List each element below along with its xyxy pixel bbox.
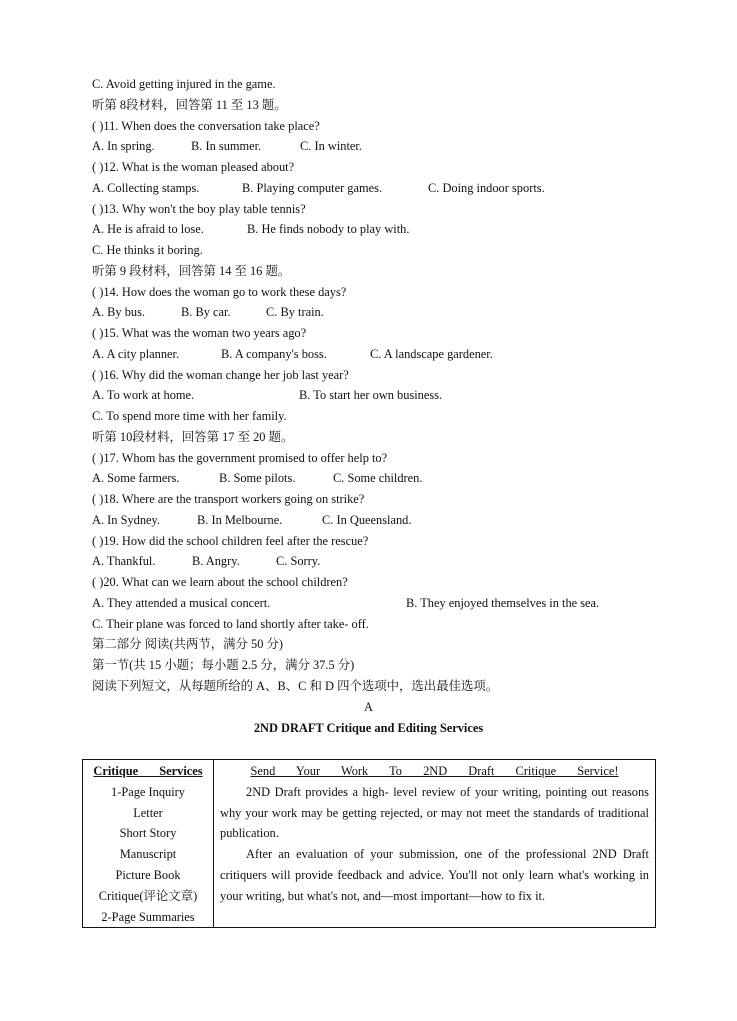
service-item: Manuscript xyxy=(119,847,177,862)
section-letter: A xyxy=(364,700,373,714)
answer-option: B. Some pilots. xyxy=(219,471,296,486)
answer-option: A. Some farmers. xyxy=(92,471,180,486)
text-line: ( )17. Whom has the government promised to offer help to? xyxy=(92,450,388,465)
text-line: ( )19. How did the school children feel after the rescue? xyxy=(92,533,369,548)
text-line: C. Their plane was forced to land shortly after take- off. xyxy=(92,616,369,631)
answer-option: A. By bus. xyxy=(92,305,146,320)
answer-option: B. He finds nobody to play with. xyxy=(247,222,410,237)
answer-option: A. To work at home. xyxy=(92,388,195,403)
answer-option: B. A company's boss. xyxy=(221,346,327,361)
text-line: ( )20. What can we learn about the school children? xyxy=(92,575,348,589)
answer-option: A. In Sydney. xyxy=(92,512,161,527)
text-line: 听第 9 段材料，回答第 14 至 16 题。 xyxy=(92,263,291,278)
text-line: C. He thinks it boring. xyxy=(92,243,203,257)
answer-option: B. In summer. xyxy=(191,139,262,154)
text-line: C. To spend more time with her family. xyxy=(92,409,287,423)
description-paragraph: After an evaluation of your submission, one of the professional 2ND Draft critiquers will provide feedback and advice. You'll not only learn what's working in your writing, but what's not, and—most important—how to fix it. xyxy=(220,847,649,903)
service-item: 2-Page Summaries xyxy=(101,909,195,924)
service-item: Critique(评论文章) xyxy=(98,888,198,903)
answer-option: B. By car. xyxy=(181,305,231,320)
passage-title: 2ND DRAFT Critique and Editing Services xyxy=(253,721,484,735)
answer-option: C. A landscape gardener. xyxy=(370,346,493,361)
answer-option: C. Sorry. xyxy=(276,554,321,569)
services-list-cell xyxy=(83,760,214,928)
service-description-header: Send Your Work To 2ND Draft Critique Service! xyxy=(250,764,619,778)
service-item: Short Story xyxy=(119,826,177,841)
answer-option: C. Doing indoor sports. xyxy=(428,180,545,195)
answer-option: A. In spring. xyxy=(92,139,155,154)
answer-option: A. They attended a musical concert. xyxy=(92,595,271,610)
text-line: ( )11. When does the conversation take place? xyxy=(92,118,320,133)
answer-option: C. By train. xyxy=(266,305,324,320)
text-line: C. Avoid getting injured in the game. xyxy=(92,77,276,91)
service-item: Letter xyxy=(133,805,163,820)
answer-option: A. A city planner. xyxy=(92,346,180,361)
answer-option: A. Thankful. xyxy=(92,554,156,569)
service-item: 1-Page Inquiry xyxy=(111,784,185,799)
answer-option: B. In Melbourne. xyxy=(197,512,283,527)
text-line: ( )13. Why won't the boy play table tennis? xyxy=(92,201,306,216)
text-line: ( )14. How does the woman go to work these days? xyxy=(92,284,347,299)
description-paragraph: 2ND Draft provides a high- level review of your writing, pointing out reasons why your work may be getting rejected, or may not meet the standards of traditional publication. xyxy=(220,784,649,841)
answer-option: A. He is afraid to lose. xyxy=(92,222,204,237)
answer-option: C. Some children. xyxy=(333,471,423,486)
answer-option: A. Collecting stamps. xyxy=(92,180,200,195)
answer-option: C. In winter. xyxy=(300,139,362,154)
text-line: ( )15. What was the woman two years ago? xyxy=(92,326,307,340)
services-list-header: Critique Services xyxy=(93,764,203,778)
service-item: Picture Book xyxy=(115,867,181,882)
text-line: 第一节(共 15 小题；每小题 2.5 分，满分 37.5 分) xyxy=(92,658,355,672)
text-line: ( )16. Why did the woman change her job last year? xyxy=(92,367,349,382)
answer-option: B. Playing computer games. xyxy=(242,180,383,195)
text-line: ( )12. What is the woman pleased about? xyxy=(92,160,295,174)
answer-option: B. To start her own business. xyxy=(299,388,443,403)
text-line: 第二部分 阅读(共两节，满分 50 分) xyxy=(92,637,284,652)
answer-option: C. In Queensland. xyxy=(322,512,412,527)
text-line: 听第 8段材料，回答第 11 至 13 题。 xyxy=(92,97,287,112)
services-table xyxy=(82,759,656,928)
answer-option: B. Angry. xyxy=(192,554,240,569)
text-line: 阅读下列短文，从每题所给的 A、B、C 和 D 四个选项中，选出最佳选项。 xyxy=(92,678,499,693)
service-description-cell xyxy=(214,760,656,928)
text-line: ( )18. Where are the transport workers going on strike? xyxy=(92,492,365,506)
answer-option: B. They enjoyed themselves in the sea. xyxy=(406,595,600,610)
text-line: 听第 10段材料，回答第 17 至 20 题。 xyxy=(92,429,294,444)
